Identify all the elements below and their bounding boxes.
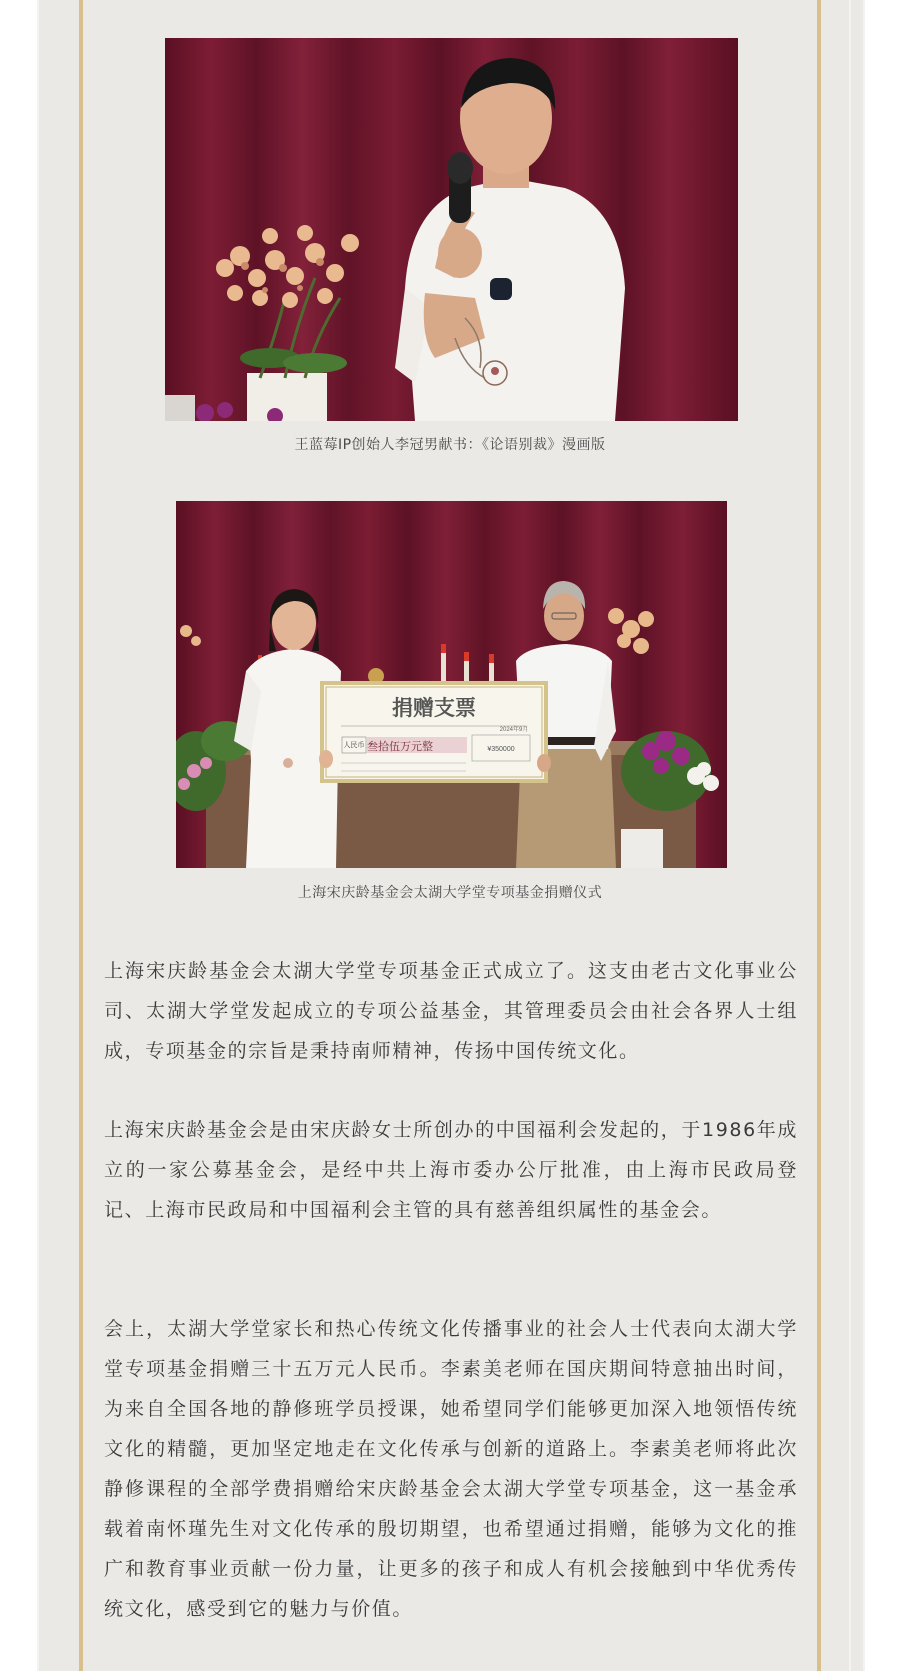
paragraph-fund-established: 上海宋庆龄基金会太湖大学堂专项基金正式成立了。这支由老古文化事业公司、太湖大学堂发起成立的专项公益基金，其管理委员会由社会各界人士组成，专项基金的宗旨是秉持南师精神，传扬中国传统文化。 — [104, 960, 798, 1062]
gold-border-right — [817, 0, 821, 1671]
speaker-photo — [165, 38, 738, 421]
cheque-amount-figure: ¥350000 — [487, 746, 515, 753]
cheque-title: 捐赠支票 — [392, 697, 476, 720]
donation-photo — [176, 501, 727, 868]
gold-border-left — [79, 0, 83, 1671]
cheque-date: 2024年9月 — [499, 727, 529, 733]
paragraph-donation-details: 会上，太湖大学堂家长和热心传统文化传播事业的社会人士代表向太湖大学堂专项基金捐赠三十五万元人民币。李素美老师在国庆期间特意抽出时间，为来自全国各地的静修班学员授课，她希望同学们能够更加深入地领悟传统文化的精髓，更加坚定地走在文化传承与创新的道路上。李素美老师将此次静修课程的全部学费捐赠给宋庆龄基金会太湖大学堂专项基金，这一基金承载着南怀瑾先生对文化传承的殷切期望，也希望通过捐赠，能够为文化的推广和教育事业贡献一份力量，让更多的孩子和成人有机会接触到中华优秀传统文化，感受到它的魅力与价值。 — [104, 1318, 798, 1620]
paragraph-foundation-intro: 上海宋庆龄基金会是由宋庆龄女士所创办的中国福利会发起的，于1986年成立的一家公募基金会，是经中共上海市委办公厅批准，由上海市民政局登记、上海市民政局和中国福利会主管的具有慈善组织属性的基金会。 — [104, 1119, 798, 1221]
cheque-currency-label: 人民币 — [343, 742, 365, 749]
speaker-photo-caption: 王蓝莓IP创始人李冠男献书：《论语别裁》漫画版 — [294, 437, 606, 453]
donation-photo-caption: 上海宋庆龄基金会太湖大学堂专项基金捐赠仪式 — [297, 885, 603, 901]
frame-edge — [849, 0, 851, 1671]
cheque-amount-text: 叁拾伍万元整 — [367, 741, 433, 753]
